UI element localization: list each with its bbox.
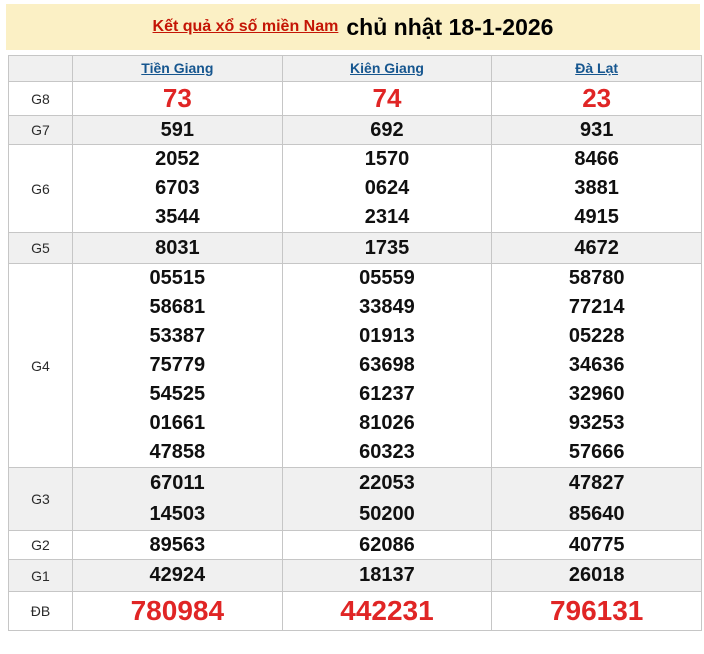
- result-number: 01661: [149, 412, 206, 434]
- table-row: [9, 264, 702, 468]
- prize-label: G2: [9, 531, 73, 560]
- result-number: 62086: [359, 534, 415, 556]
- result-number: 2314: [364, 206, 410, 228]
- table-row: [9, 468, 702, 531]
- prize-label: G4: [9, 264, 73, 468]
- prize-label: G1: [9, 560, 73, 592]
- result-number: 47858: [149, 441, 206, 463]
- result-cell: [73, 116, 283, 145]
- result-cell: [73, 531, 283, 560]
- result-number: 18137: [359, 564, 415, 586]
- result-number: 23: [582, 83, 612, 113]
- table-row: [9, 531, 702, 560]
- prize-label: G5: [9, 233, 73, 264]
- result-number: 74: [372, 83, 402, 113]
- result-number: 58681: [149, 296, 206, 318]
- result-cell: [492, 233, 702, 264]
- result-number: 26018: [568, 564, 625, 586]
- result-number: 42924: [149, 564, 206, 586]
- result-number: 60323: [359, 441, 415, 463]
- result-number: 591: [160, 119, 195, 141]
- region-title-link[interactable]: Kết quả xổ số miền Nam: [152, 18, 339, 35]
- result-cell: [73, 592, 283, 631]
- prize-label: G8: [9, 82, 73, 116]
- result-cell: [492, 592, 702, 631]
- table-row: [9, 116, 702, 145]
- result-cell: [492, 468, 702, 531]
- result-number: 442231: [340, 595, 434, 626]
- result-number: 05559: [359, 267, 415, 289]
- result-number: 54525: [149, 383, 206, 405]
- result-cell: [492, 264, 702, 468]
- result-cell: [73, 560, 283, 592]
- title-banner: [6, 4, 700, 50]
- result-number: 1570: [364, 148, 410, 170]
- result-cell: [73, 264, 283, 468]
- result-cell: [282, 560, 492, 592]
- result-number: 73: [162, 83, 192, 113]
- result-number: 53387: [149, 325, 206, 347]
- result-number: 58780: [568, 267, 625, 289]
- result-number: 05228: [568, 325, 625, 347]
- result-number: 1735: [364, 237, 410, 259]
- prize-label: G7: [9, 116, 73, 145]
- result-number: 780984: [130, 595, 225, 626]
- corner-cell: [9, 56, 73, 82]
- result-number: 75779: [149, 354, 206, 376]
- result-number: 0624: [364, 177, 410, 199]
- result-cell: [73, 468, 283, 531]
- result-number: 05515: [149, 267, 206, 289]
- result-number: 8466: [574, 148, 619, 170]
- lottery-results-page: [0, 4, 704, 654]
- result-cell: [492, 82, 702, 116]
- result-number: 32960: [568, 383, 625, 405]
- result-number: 47827: [568, 472, 625, 494]
- result-cell: [492, 560, 702, 592]
- result-number: 14503: [149, 503, 206, 525]
- result-cell: [492, 531, 702, 560]
- result-number: 93253: [568, 412, 625, 434]
- result-cell: [282, 468, 492, 531]
- result-number: 50200: [359, 503, 415, 525]
- result-cell: [282, 264, 492, 468]
- result-cell: [282, 82, 492, 116]
- draw-date-title: chủ nhật 18-1-2026: [346, 13, 554, 40]
- results-table: [8, 55, 702, 631]
- table-row: [9, 145, 702, 233]
- column-header-row: [9, 56, 702, 82]
- table-row: [9, 82, 702, 116]
- result-number: 81026: [359, 412, 415, 434]
- result-number: 692: [370, 119, 404, 141]
- result-number: 33849: [359, 296, 415, 318]
- result-number: 77214: [568, 296, 625, 318]
- province-link-kien-giang[interactable]: Kiên Giang: [350, 59, 424, 76]
- prize-label: ĐB: [9, 592, 73, 631]
- result-cell: [492, 116, 702, 145]
- result-cell: [282, 116, 492, 145]
- table-row: [9, 233, 702, 264]
- result-number: 22053: [359, 472, 415, 494]
- result-number: 85640: [568, 503, 625, 525]
- result-number: 2052: [155, 148, 200, 170]
- result-number: 34636: [568, 354, 625, 376]
- result-cell: [73, 233, 283, 264]
- result-cell: [282, 592, 492, 631]
- result-number: 4672: [574, 237, 619, 259]
- result-number: 40775: [568, 534, 625, 556]
- table-row: [9, 560, 702, 592]
- province-link-tien-giang[interactable]: Tiền Giang: [141, 59, 214, 76]
- table-row: [9, 592, 702, 631]
- result-number: 61237: [359, 383, 415, 405]
- result-number: 796131: [549, 595, 644, 626]
- result-number: 01913: [359, 325, 415, 347]
- result-cell: [73, 82, 283, 116]
- result-cell: [73, 145, 283, 233]
- result-cell: [282, 531, 492, 560]
- result-number: 931: [579, 119, 614, 141]
- prize-label: G6: [9, 145, 73, 233]
- result-cell: [282, 233, 492, 264]
- result-cell: [492, 145, 702, 233]
- result-number: 6703: [155, 177, 200, 199]
- result-number: 3544: [155, 206, 200, 228]
- result-number: 63698: [359, 354, 415, 376]
- result-number: 3881: [574, 177, 619, 199]
- result-number: 57666: [568, 441, 625, 463]
- result-number: 67011: [150, 472, 205, 494]
- result-number: 8031: [155, 237, 200, 259]
- result-cell: [282, 145, 492, 233]
- prize-label: G3: [9, 468, 73, 531]
- result-number: 89563: [149, 534, 206, 556]
- result-number: 4915: [574, 206, 619, 228]
- province-link-da-lat[interactable]: Đà Lạt: [575, 59, 619, 76]
